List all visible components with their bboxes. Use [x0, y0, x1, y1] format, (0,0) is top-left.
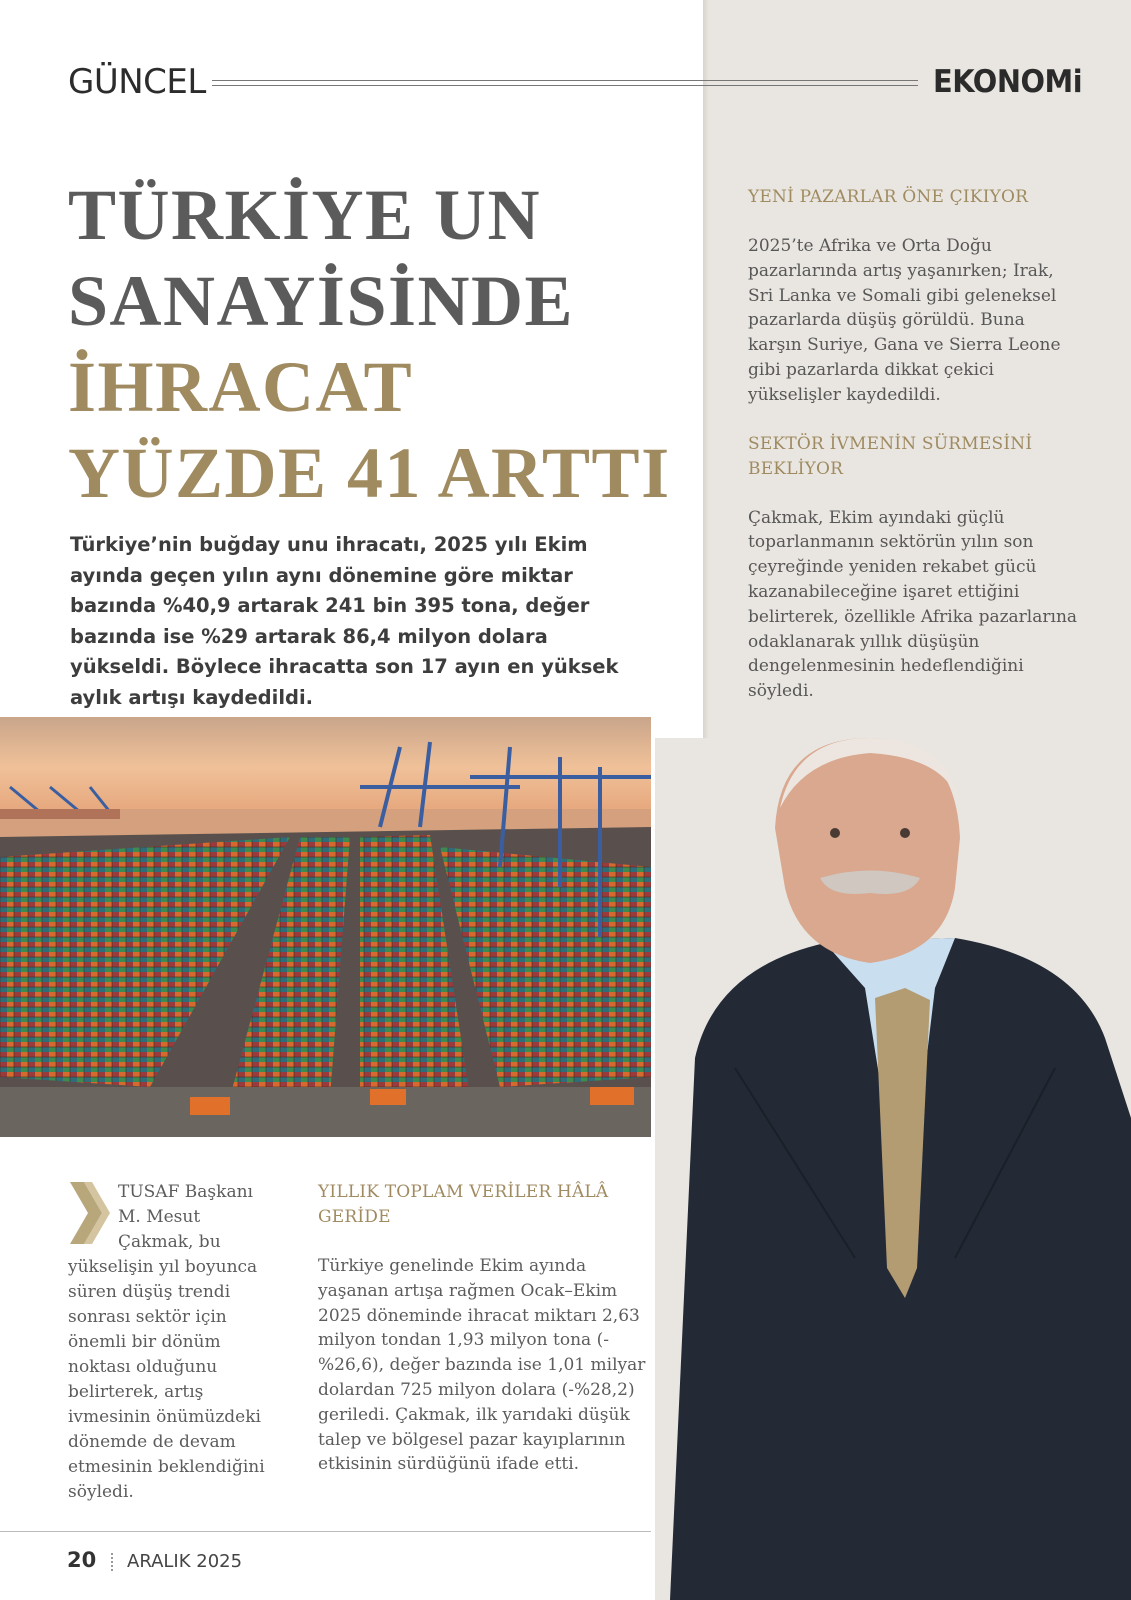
footer-separator	[111, 1553, 115, 1571]
section-subhead: YENİ PAZARLAR ÖNE ÇIKIYOR	[748, 187, 1029, 207]
headline-line: TÜRKİYE UN	[68, 175, 542, 255]
headline-line: SANAYİSİNDE	[68, 261, 575, 341]
brand-logo: EKONOMi	[933, 64, 1083, 100]
page-number: 20	[67, 1548, 97, 1572]
sidebar-column	[748, 185, 1078, 704]
chevron-right-icon	[68, 1180, 114, 1246]
headline-line-accent: YÜZDE 41 ARTTI	[68, 433, 671, 513]
portrait-illustration	[655, 738, 1131, 1600]
headline	[68, 172, 688, 516]
headline-line-accent: İHRACAT	[68, 347, 414, 427]
issue-date: ARALIK 2025	[127, 1551, 243, 1572]
section-tag: GÜNCEL	[68, 62, 206, 102]
section-body: Türkiye genelinde Ekim ayında yaşanan artışa rağmen Ocak–Ekim 2025 döneminde ihracat miktarı 2,63 milyon tondan 1,93 milyon tona (-%26,6), değer bazında ise 1,01 milyar dolardan 725 milyon dolara (-%28,2) geriledi. Çakmak, ilk yarıdaki düşük talep ve bölgesel pazar kayıplarının etkisinin sürdüğünü ifade etti.	[318, 1256, 646, 1475]
section-body: 2025’te Afrika ve Orta Doğu pazarlarında artış yaşanırken; Irak, Sri Lanka ve Somali gibi geleneksel pazarlarda düşüş görüldü. Buna karşın Suriye, Gana ve Sierra Leone gibi pazarlarda dikkat çekici yükselişler kaydedildi.	[748, 236, 1061, 405]
header-rule	[212, 80, 918, 86]
port-illustration	[0, 717, 651, 1137]
section-body: Çakmak, Ekim ayındaki güçlü toparlanmanın sektörün yılın son çeyreğinde yeniden rekabet gücü kazanabileceğine işaret ettiğini belirterek, özellikle Afrika pazarlarına odaklanarak yıllık düşüşün dengelenmesinin hedeflendiğini söyledi.	[748, 507, 1078, 702]
lead-paragraph	[70, 530, 650, 713]
section-subhead: SEKTÖR İVMENİN SÜRMESİNİ BEKLİYOR	[748, 433, 1033, 479]
photo-caption	[68, 1180, 278, 1505]
lead-text: Türkiye’nin buğday unu ihracatı, 2025 yılı Ekim ayında geçen yılın aynı dönemine göre miktar bazında %40,9 artarak 241 bin 395 tona, değer bazında ise %29 artarak 86,4 milyon dolara yükseldi. Böylece ihracatta son 17 ayın en yüksek aylık artışı kaydedildi.	[70, 533, 619, 709]
footer-rule	[0, 1531, 651, 1532]
portrait-photo	[655, 738, 1131, 1600]
caption-text: TUSAF Başkanı M. Mesut Çakmak, bu yükselişin yıl boyunca süren düşüş trendi sonrası sektör için önemli bir dönüm noktası olduğunu belirterek, artış ivmesinin önümüzdeki dönemde de devam etmesinin beklendiğini söyledi.	[68, 1182, 265, 1502]
section-subhead: YILLIK TOPLAM VERİLER HÂLÂ GERİDE	[318, 1182, 609, 1227]
port-containers-photo	[0, 717, 651, 1137]
annual-totals-section	[318, 1180, 658, 1477]
